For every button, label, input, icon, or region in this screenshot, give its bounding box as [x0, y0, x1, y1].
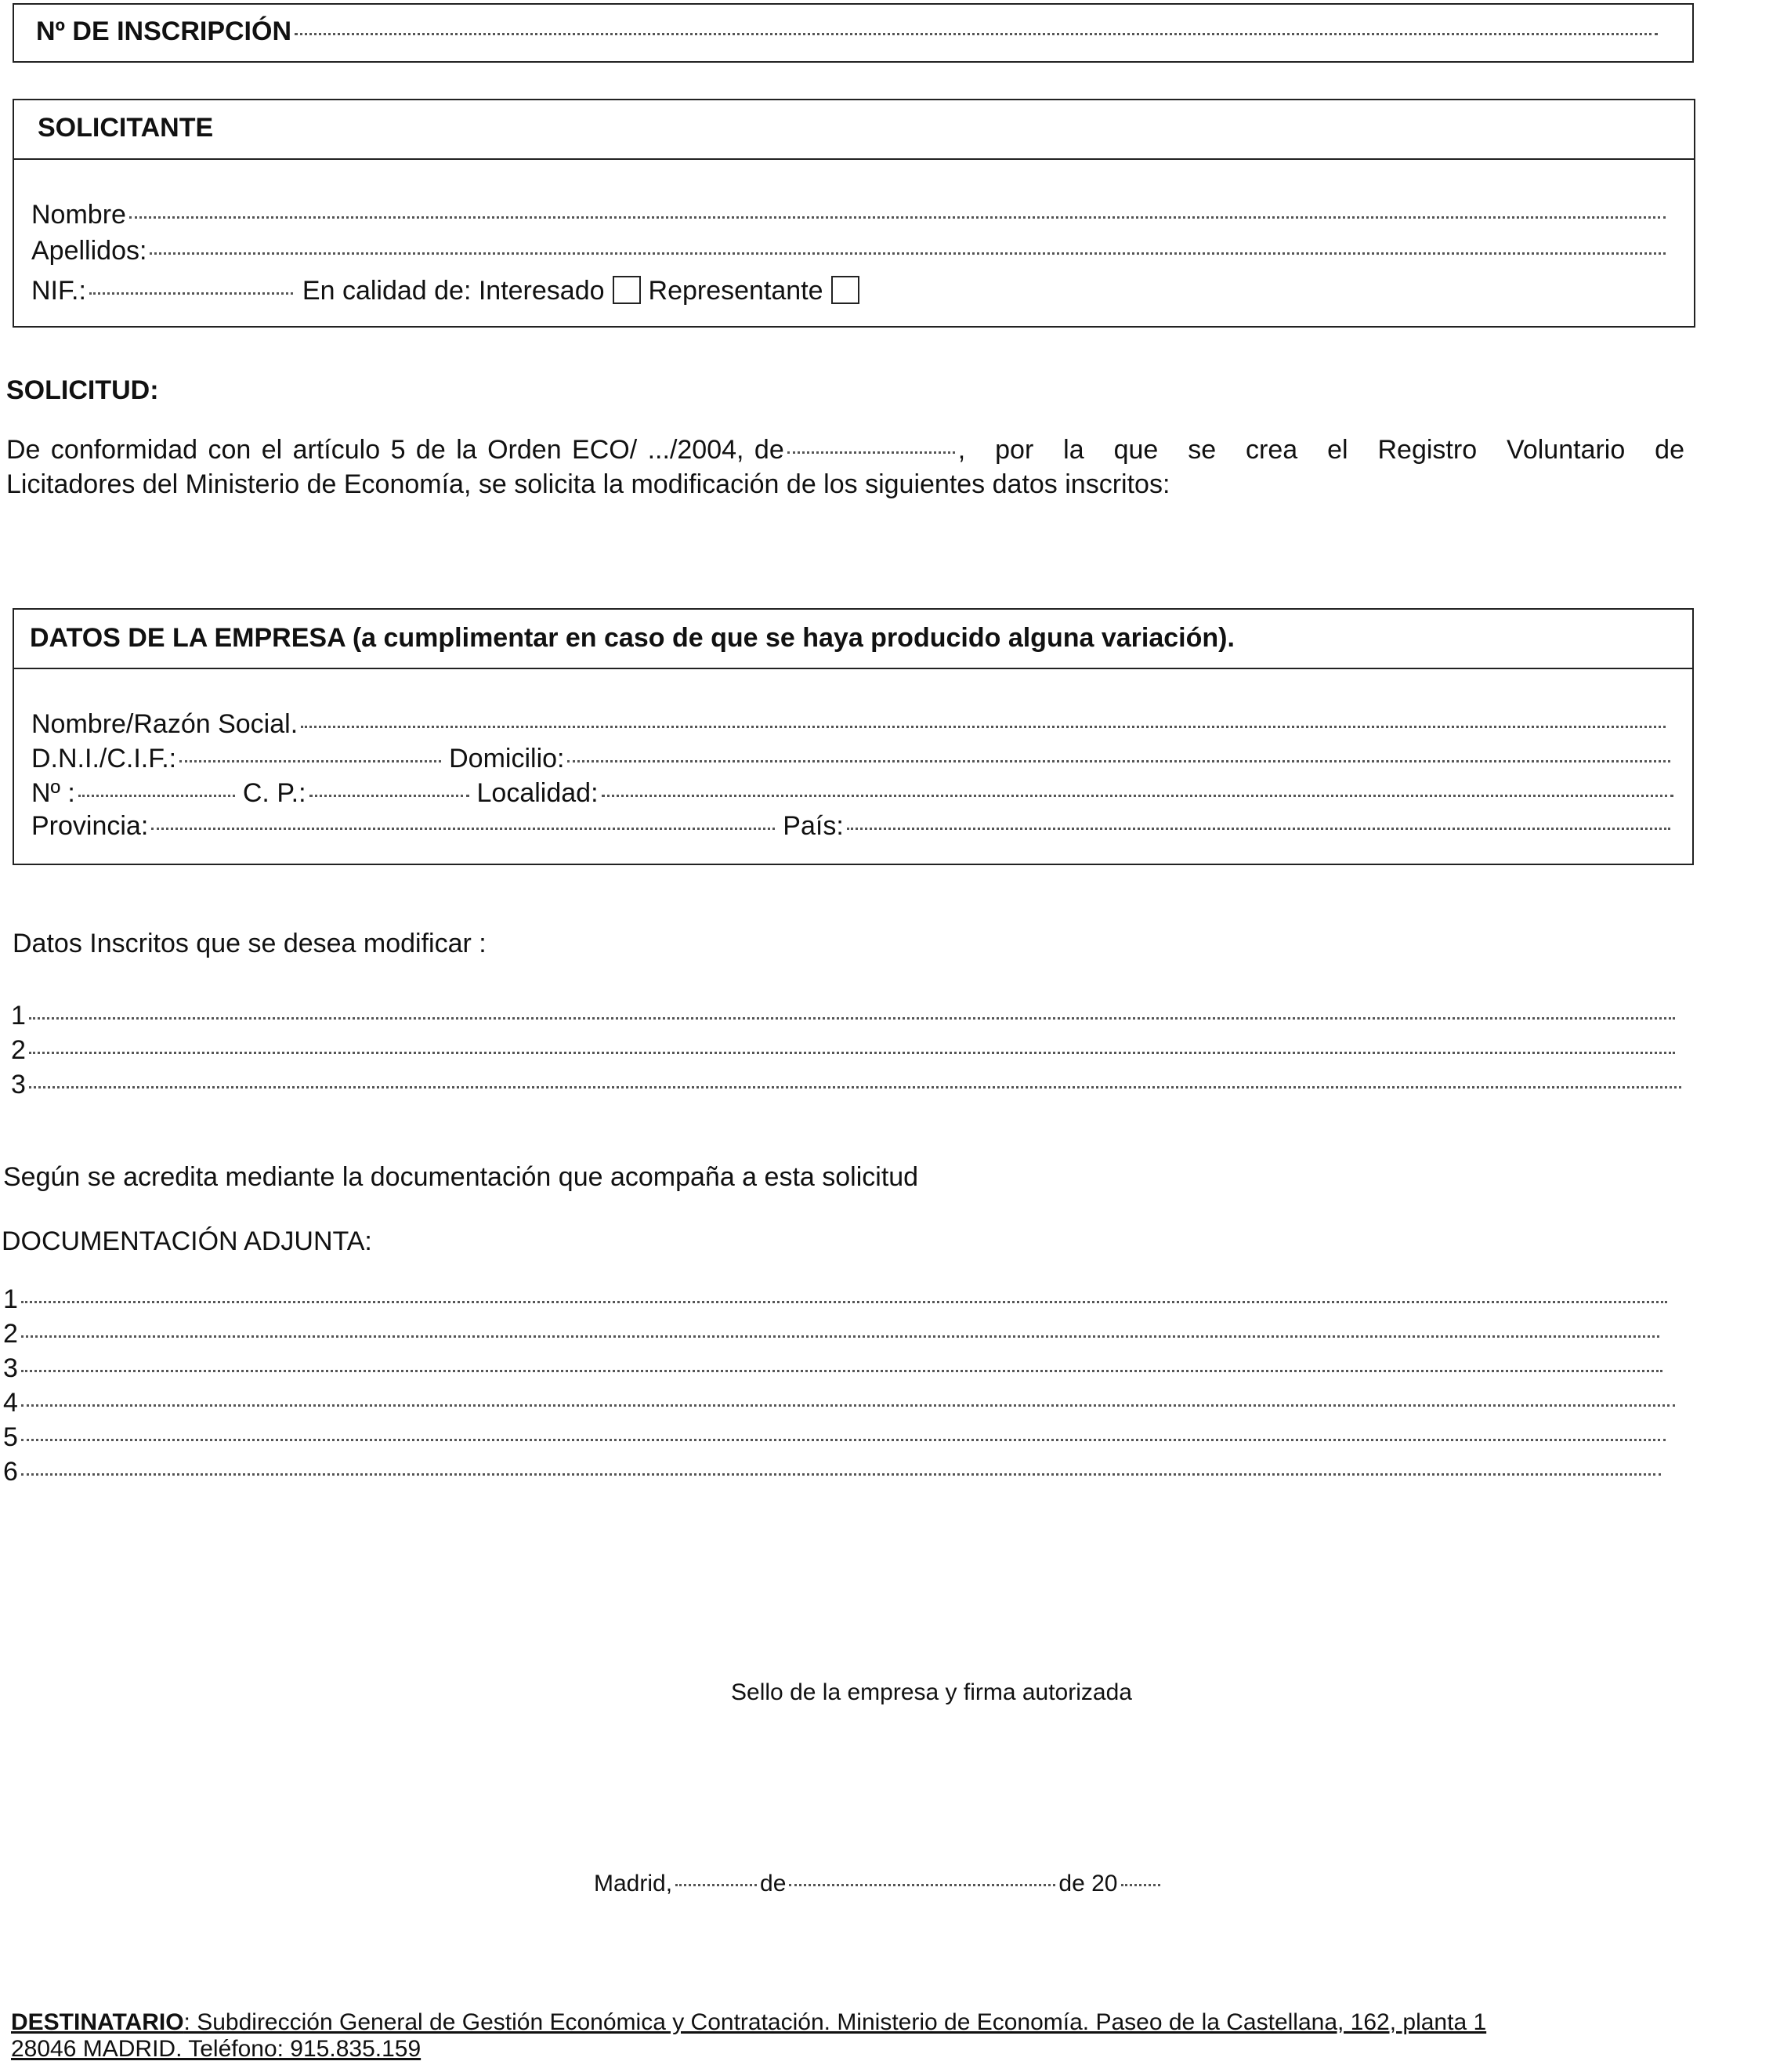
- provincia-pais-row: [31, 810, 1673, 842]
- empresa-heading: DATOS DE LA EMPRESA (a cumplimentar en caso de que se haya producido alguna variación).: [30, 623, 1235, 653]
- num-cp-localidad-row: [31, 777, 1677, 809]
- documento-number: 5: [3, 1422, 18, 1452]
- documento-number: 6: [3, 1457, 18, 1487]
- modificar-item[interactable]: [11, 1000, 1678, 1031]
- documento-number: 2: [3, 1319, 18, 1349]
- razon-social-field[interactable]: [31, 708, 1669, 740]
- solicitud-text-b: , por la que se crea el Registro Voluntario de: [957, 435, 1684, 465]
- nif-dots[interactable]: [89, 292, 293, 295]
- localidad-dots[interactable]: [602, 795, 1673, 797]
- modificar-number: 2: [11, 1035, 26, 1065]
- documento-item[interactable]: [3, 1387, 1678, 1418]
- dni-dots[interactable]: [179, 760, 441, 763]
- interesado-checkbox[interactable]: [613, 276, 641, 304]
- cp-label: C. P.:: [242, 778, 306, 808]
- razon-social-label: Nombre/Razón Social.: [31, 709, 298, 739]
- destinatario-line1: [11, 2009, 1486, 2036]
- domicilio-label: Domicilio:: [449, 744, 565, 773]
- modificar-number: 1: [11, 1001, 26, 1031]
- documento-number: 3: [3, 1353, 18, 1383]
- orden-date-dots[interactable]: [787, 451, 955, 454]
- destinatario-address: : Subdirección General de Gestión Económica y Contratación. Ministerio de Economía. Paseo de la Castellana, 162, planta 1: [183, 2009, 1487, 2035]
- documento-dots: [21, 1404, 1675, 1407]
- inscripcion-dots: [295, 33, 1658, 35]
- documento-item[interactable]: [3, 1422, 1669, 1453]
- pais-dots[interactable]: [847, 828, 1670, 830]
- solicitud-heading: SOLICITUD:: [6, 375, 159, 405]
- documento-item[interactable]: [3, 1284, 1670, 1315]
- fecha-de1: de: [760, 1871, 787, 1896]
- nif-row: [31, 271, 867, 306]
- fecha-ciudad: Madrid,: [594, 1871, 673, 1896]
- num-label: Nº :: [31, 778, 75, 808]
- fecha-de2: de 20: [1058, 1871, 1118, 1896]
- modificar-heading: Datos Inscritos que se desea modificar :: [13, 929, 487, 958]
- documento-dots: [21, 1335, 1659, 1338]
- documento-number: 1: [3, 1284, 18, 1314]
- documento-item[interactable]: [3, 1456, 1664, 1487]
- representante-checkbox[interactable]: [831, 276, 859, 304]
- inscripcion-field[interactable]: [36, 16, 1661, 47]
- localidad-label: Localidad:: [476, 778, 599, 808]
- documento-number: 4: [3, 1388, 18, 1418]
- pais-label: País:: [783, 811, 844, 841]
- provincia-dots[interactable]: [151, 828, 775, 830]
- cp-dots[interactable]: [309, 795, 469, 797]
- solicitante-heading: SOLICITANTE: [38, 113, 214, 143]
- modificar-dots: [29, 1017, 1675, 1020]
- domicilio-dots[interactable]: [567, 760, 1670, 763]
- apellidos-dots: [150, 252, 1666, 255]
- fecha-dia-dots[interactable]: [675, 1884, 757, 1886]
- solicitud-text-line2: Licitadores del Ministerio de Economía, se solicita la modificación de los siguientes datos inscritos:: [6, 469, 1170, 499]
- documento-item[interactable]: [3, 1353, 1666, 1384]
- nombre-dots: [129, 216, 1666, 219]
- provincia-label: Provincia:: [31, 811, 149, 841]
- solicitud-text-a: De conformidad con el artículo 5 de la Orden ECO/ .../2004, de: [6, 435, 784, 465]
- num-dots[interactable]: [78, 795, 235, 797]
- documento-item[interactable]: [3, 1318, 1662, 1349]
- empresa-box: [13, 608, 1694, 865]
- modificar-number: 3: [11, 1070, 26, 1099]
- fecha-line: [594, 1868, 1163, 1900]
- apellidos-label: Apellidos:: [31, 236, 147, 266]
- documento-dots: [21, 1439, 1666, 1441]
- dni-domicilio-row: [31, 743, 1673, 774]
- sello-label: Sello de la empresa y firma autorizada: [731, 1679, 1132, 1705]
- nif-label: NIF.:: [31, 276, 86, 306]
- representante-label: Representante: [648, 276, 823, 306]
- razon-social-dots: [301, 726, 1666, 728]
- documento-dots: [21, 1473, 1661, 1476]
- documento-dots: [21, 1370, 1662, 1372]
- solicitante-divider: [14, 158, 1694, 160]
- fecha-anio-dots[interactable]: [1121, 1884, 1160, 1886]
- nombre-label: Nombre: [31, 200, 126, 230]
- apellidos-field[interactable]: [31, 235, 1669, 266]
- destinatario-line2: 28046 MADRID. Teléfono: 915.835.159: [11, 2036, 421, 2062]
- inscripcion-label: Nº DE INSCRIPCIÓN: [36, 16, 292, 46]
- nombre-field[interactable]: [31, 199, 1669, 230]
- modificar-dots: [29, 1086, 1681, 1089]
- destinatario-label: DESTINATARIO: [11, 2009, 184, 2035]
- solicitante-box: [13, 99, 1695, 328]
- solicitud-paragraph-line1: [6, 434, 1684, 465]
- dni-label: D.N.I./C.I.F.:: [31, 744, 177, 773]
- documentacion-heading: DOCUMENTACIÓN ADJUNTA:: [2, 1226, 372, 1256]
- modificar-item[interactable]: [11, 1034, 1678, 1066]
- documento-dots: [21, 1301, 1667, 1303]
- fecha-mes-dots[interactable]: [789, 1884, 1055, 1886]
- calidad-label: En calidad de: Interesado: [302, 276, 605, 306]
- empresa-divider: [14, 668, 1692, 669]
- acredita-text: Según se acredita mediante la documentación que acompaña a esta solicitud: [3, 1162, 919, 1192]
- modificar-dots: [29, 1052, 1675, 1054]
- modificar-item[interactable]: [11, 1069, 1684, 1100]
- inscripcion-box: [13, 3, 1694, 63]
